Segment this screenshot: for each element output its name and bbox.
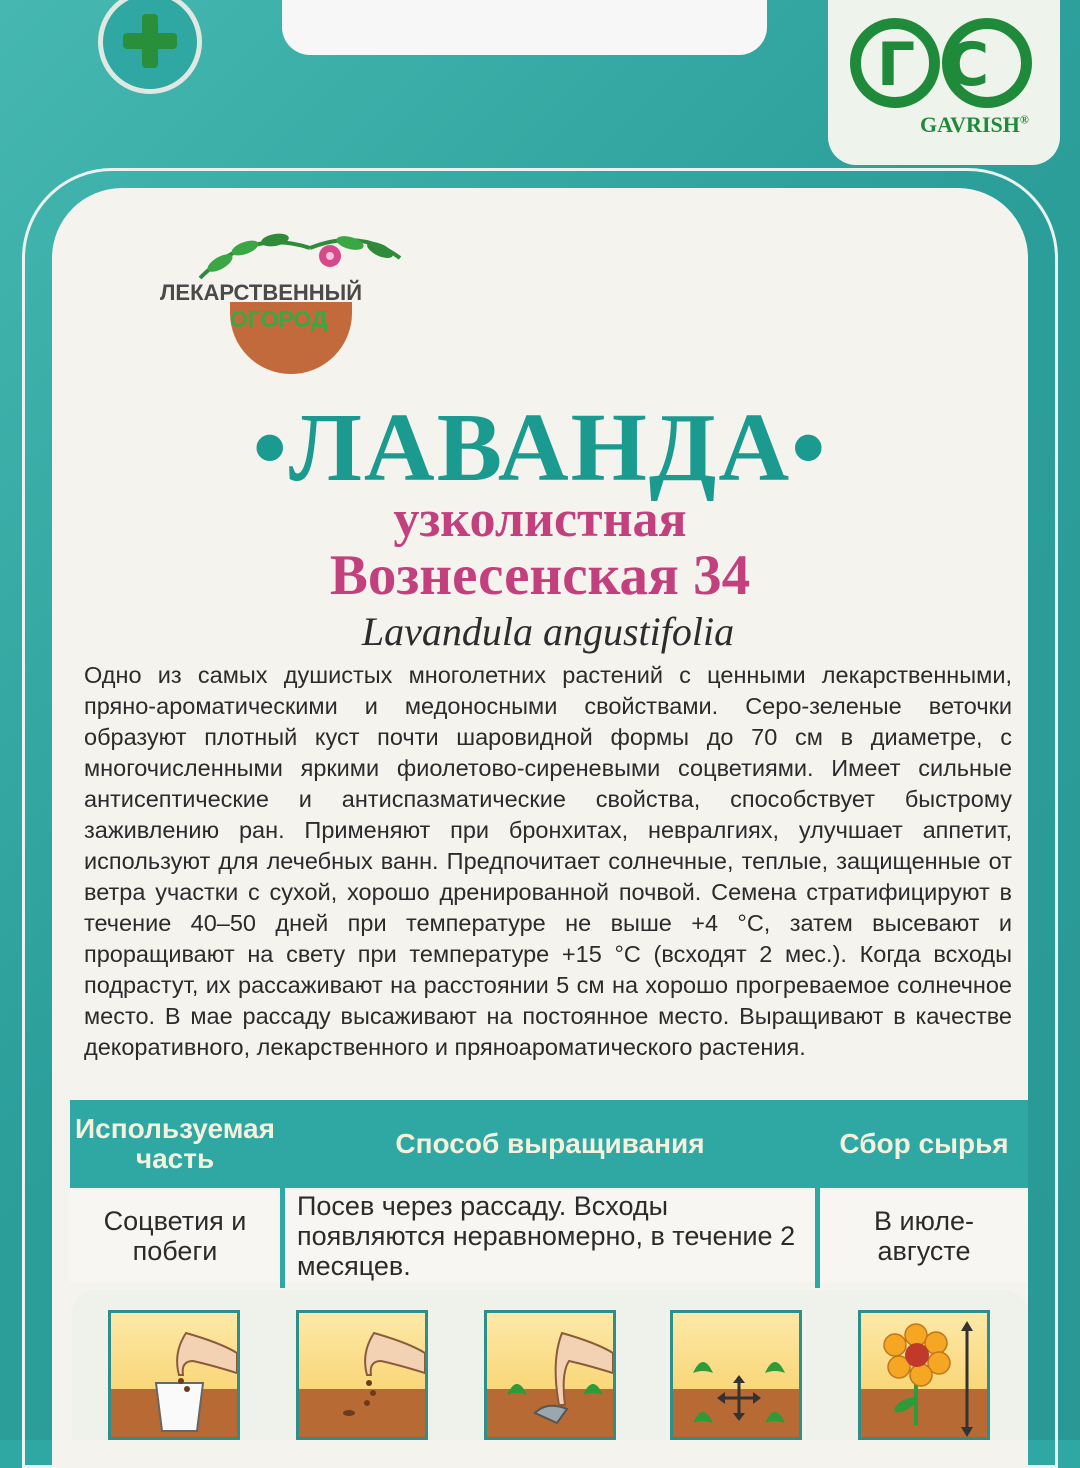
sowing-in-ground-icon (296, 1310, 428, 1440)
header-growing-method: Способ выращивания (285, 1100, 815, 1188)
series-line2: ОГОРОД (230, 306, 328, 332)
spacing-icon (670, 1310, 802, 1440)
product-description: Одно из самых душистых многолетних растений с ценными лекарственными, пряно-ароматическими и медоносными свойствами. Серо-зеленые веточки образуют плотный куст почти шаровидной формы до 70 см в диаметре, с многочисленными яркими фиолетово-сиреневыми соцветиями. Имеет сильные антисептические и антиспазматические свойства, способствует быстрому заживлению ран. Применяют при бронхитах, невралгиях, улучшает аппетит, используют для лечебных ванн. Предпочитает солнечные, теплые, защищенные от ветра участки с сухой, хорошо дренированной почвой. Семена стратифицируют в течение 40–50 дней при температуре не выше +4 °С, затем высевают и проращивают на свету при температуре +15 °С (всходят 2 мес.). Когда всходы подрастут, их рассаживают на расстоянии 5 см на хорошо прогреваемое солнечное место. В мае рассаду высаживают на постоянное место. Выращивают в качестве декоративного, лекарственного и пряноароматического растения. (84, 662, 1012, 1060)
product-subtitle: узколистная (393, 491, 687, 548)
info-table (70, 1100, 1028, 1284)
transplanting-icon (484, 1310, 616, 1440)
value-harvest-time: В июле-августе (820, 1190, 1028, 1282)
product-title: •ЛАВАНДА• (252, 394, 828, 502)
series-line1: ЛЕКАРСТВЕННЫЙ (160, 280, 363, 305)
value-used-part: Соцветия и побеги (70, 1190, 280, 1282)
value-growing-method: Посев через рассаду. Всходы появляются неравномерно, в течение 2 месяцев. (285, 1190, 815, 1282)
table-divider (815, 1100, 820, 1288)
sowing-in-pot-icon (108, 1310, 240, 1440)
header-harvest-time: Сбор сырья (820, 1100, 1028, 1188)
header-used-part: Используемая часть (70, 1100, 280, 1188)
table-divider (280, 1100, 285, 1288)
gavrish-logo-icon (850, 8, 1040, 118)
flowering-height-icon (858, 1310, 990, 1440)
product-variety: Вознесенская 34 (329, 544, 751, 607)
hang-hole (282, 0, 767, 55)
latin-name: Lavandula angustifolia (361, 609, 735, 654)
brand-name: GAVRISH® (920, 112, 1029, 137)
series-logo (150, 210, 420, 390)
brand-logo-letters: ГС (876, 30, 1020, 100)
brand-logo (828, 0, 1060, 165)
